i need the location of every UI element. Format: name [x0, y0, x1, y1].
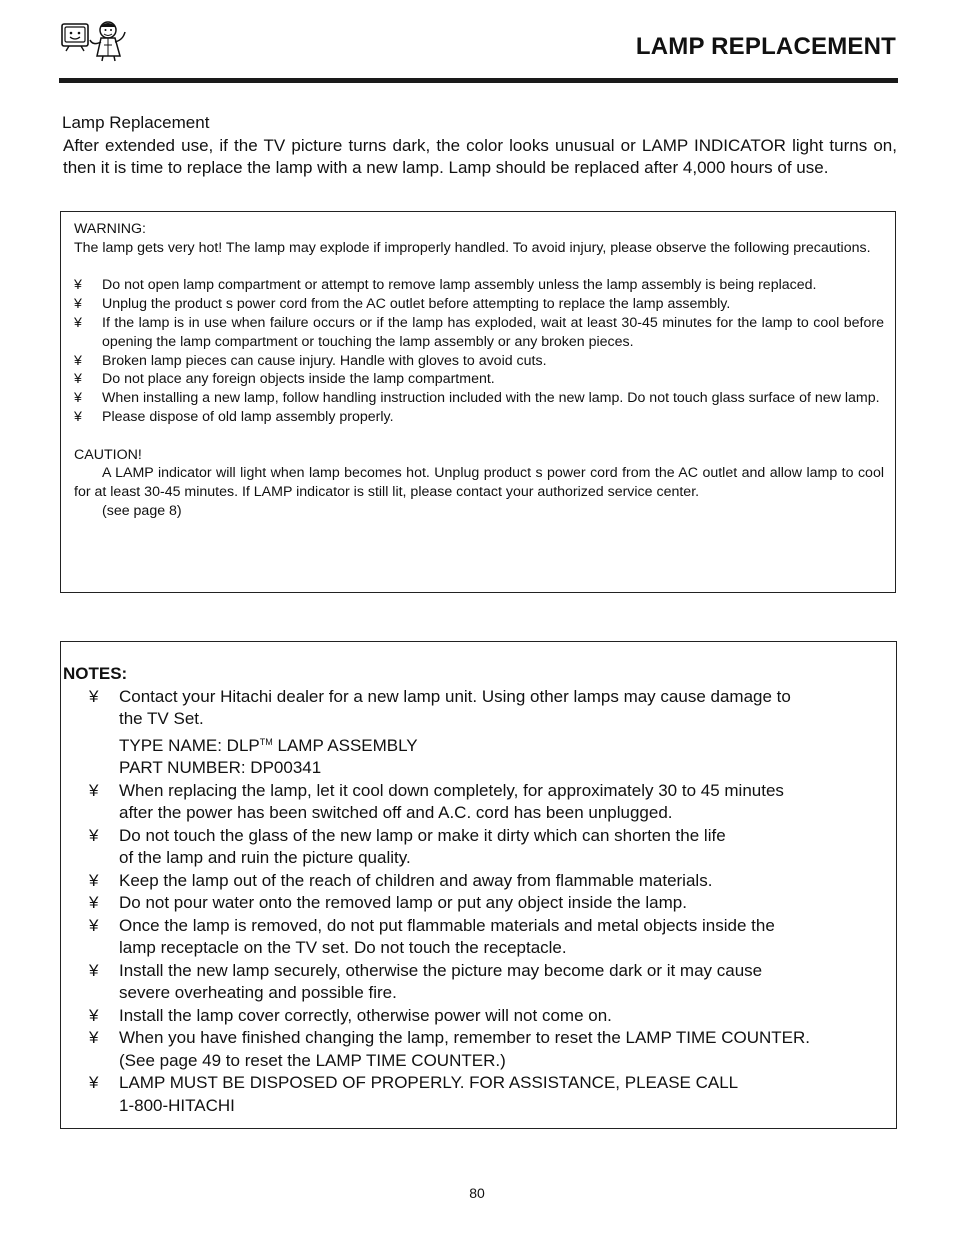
warning-item: ¥ Unplug the product s power cord from the AC outlet before attempting to replace the lamp assembly. [74, 296, 731, 313]
intro-body: After extended use, if the TV picture turns dark, the color looks unusual or LAMP INDICATOR light turns on, then it is time to replace the lamp with a new lamp. Lamp should be replaced after 4,000 hours of use. [63, 135, 897, 177]
bullet-icon: ¥ [74, 352, 82, 369]
bullet-icon: ¥ [89, 960, 99, 980]
bullet-icon: ¥ [74, 314, 82, 331]
bullet-icon: ¥ [89, 893, 99, 912]
warning-item: ¥ Do not open lamp compartment or attempt to remove lamp assembly unless the lamp assembly is being replaced. [74, 277, 817, 294]
bullet-icon: ¥ [89, 870, 99, 890]
page-number: 80 [469, 1185, 485, 1201]
notes-item: ¥ Do not touch the glass of the new lamp or make it dirty which can shorten the life [63, 825, 886, 848]
intro-section [62, 112, 897, 180]
notes-item: ¥ Once the lamp is removed, do not put flammable materials and metal objects inside the [63, 915, 886, 938]
bullet-icon: ¥ [89, 1005, 99, 1025]
notes-item: ¥ Install the new lamp securely, otherwise the picture may become dark or it may cause [63, 960, 886, 983]
notes-item: ¥ When replacing the lamp, let it cool down completely, for approximately 30 to 45 minutes [63, 780, 886, 803]
page-title: LAMP REPLACEMENT [635, 33, 896, 60]
warning-item: ¥ Do not place any foreign objects inside the lamp compartment. [74, 371, 495, 388]
bullet-icon: ¥ [74, 371, 82, 388]
bullet-icon: ¥ [89, 825, 99, 845]
notes-item: ¥ Do not pour water onto the removed lamp or put any object inside the lamp. [63, 892, 886, 915]
bullet-icon: ¥ [74, 408, 82, 425]
notes-item: ¥ Keep the lamp out of the reach of children and away from flammable materials. [63, 870, 886, 893]
notes-box: NOTES: ¥ Contact your Hitachi dealer for a new lamp unit. Using other lamps may cause damage to the TV Set. TYPE NAME: DLP™ LAMP ASSEMBLY PART NUMBER: DP00341 ¥ When replacing the lamp, let it cool down completely, for approximately 30 to 45 minutes after the power has been switched off and A.C. cord has been unplugged. ¥ Do not touch the glass of the new lamp or make it dirty which can shorten the life of the lamp and ruin the picture quality. ¥ Keep the lamp out of the reach of children and away from flammable materials. ¥ Do not pour water onto the removed lamp or put any object inside the lamp. ¥ Once the lamp is removed, do not put flammable materials and metal objects inside the lamp receptacle on the TV set. Do not touch the receptacle. ¥ Install the new lamp securely, otherwise the picture may become dark or it may cause severe overheating and possible fire. ¥ Install the lamp cover correctly, otherwise power will not come on. ¥ When you have finished changing the lamp, remember to reset the LAMP TIME COUNTER. (See page 49 to reset the LAMP TIME COUNTER.) ¥ LAMP MUST BE DISPOSED OF PROPERLY. FOR ASSISTANCE, PLEASE CALL 1-800-HITACHI [60, 641, 897, 1129]
warning-lead: The lamp gets very hot! The lamp may explode if improperly handled. To avoid injury, please observe the following precautions. [74, 239, 871, 256]
bullet-icon: ¥ [89, 1073, 99, 1092]
notes-item: ¥ When you have finished changing the lamp, remember to reset the LAMP TIME COUNTER. [63, 1027, 886, 1050]
bullet-icon: ¥ [74, 390, 82, 407]
warning-item: ¥ If the lamp is in use when failure occurs or if the lamp has exploded, wait at least 30-45 minutes for the lamp to cool before opening the lamp compartment or touching the lamp assembly or any broken pieces. [74, 314, 884, 350]
bullet-icon: ¥ [89, 686, 99, 706]
warning-label: WARNING: [74, 221, 146, 237]
notes-title: NOTES: [63, 664, 128, 683]
part-number: PART NUMBER: DP00341 [119, 758, 322, 777]
bullet-icon: ¥ [74, 277, 82, 294]
header-rule [59, 78, 898, 83]
caution-reference: (see page 8) [102, 502, 182, 519]
caution-text: A LAMP indicator will light when lamp becomes hot. Unplug product s power cord from the AC outlet and allow lamp to cool for at least 30-45 minutes. If LAMP indicator is still lit, please contact your authorized service center. [74, 465, 884, 501]
notes-item: ¥ LAMP MUST BE DISPOSED OF PROPERLY. FOR ASSISTANCE, PLEASE CALL [63, 1072, 886, 1095]
warning-item: ¥ Broken lamp pieces can cause injury. Handle with gloves to avoid cuts. [74, 352, 547, 369]
bullet-icon: ¥ [89, 915, 99, 935]
notes-item: ¥ Contact your Hitachi dealer for a new lamp unit. Using other lamps may cause damage to [63, 686, 886, 709]
intro-heading: Lamp Replacement [62, 113, 210, 132]
bullet-icon: ¥ [89, 1028, 99, 1047]
bullet-icon: ¥ [74, 296, 82, 313]
type-name: TYPE NAME: DLP™ LAMP ASSEMBLY [119, 735, 418, 755]
caution-label: CAUTION! [74, 446, 142, 463]
trademark-mark: TM [259, 736, 273, 747]
tv-mascot-icon [60, 18, 128, 62]
bullet-icon: ¥ [89, 780, 99, 800]
notes-item: ¥ Install the lamp cover correctly, otherwise power will not come on. [63, 1005, 886, 1028]
warning-item: ¥ When installing a new lamp, follow handling instruction included with the new lamp. Do not touch glass surface of new lamp. [74, 390, 880, 407]
warning-item: ¥ Please dispose of old lamp assembly properly. [74, 408, 394, 425]
warning-box [60, 211, 896, 593]
